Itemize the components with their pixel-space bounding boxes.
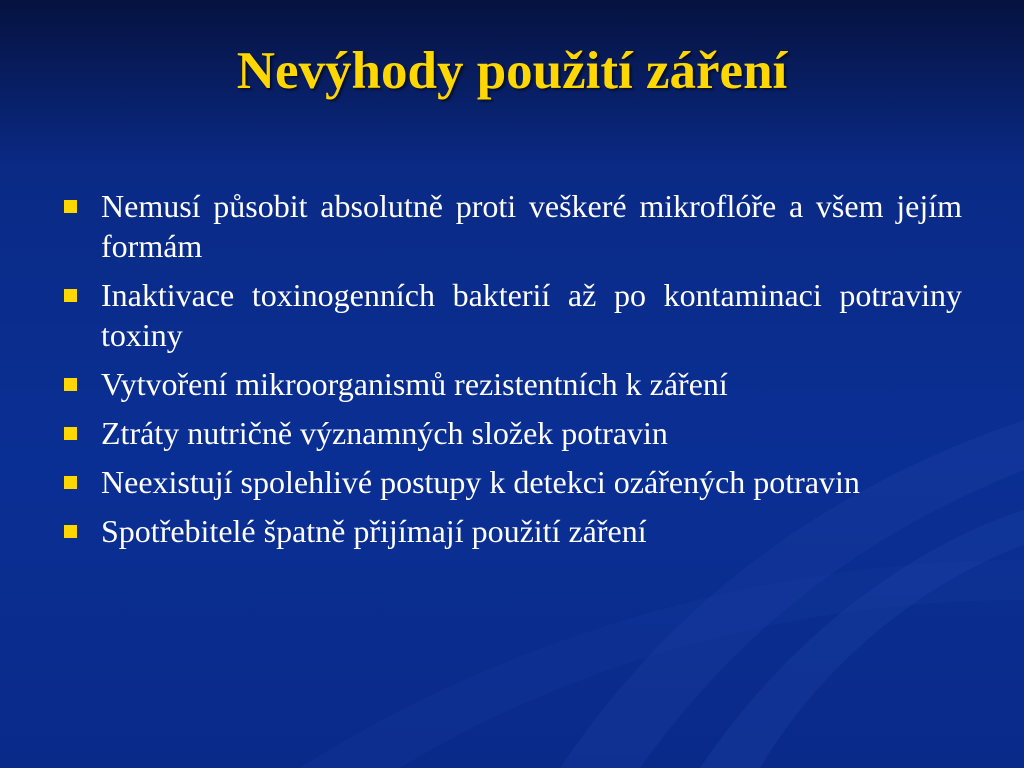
square-bullet-icon xyxy=(64,289,77,302)
bullet-text: Ztráty nutričně významných složek potravin xyxy=(101,415,668,451)
bullet-text: Vytvoření mikroorganismů rezistentních k záření xyxy=(101,366,728,402)
bullet-item xyxy=(60,186,962,266)
bullet-list xyxy=(60,186,962,560)
square-bullet-icon xyxy=(64,525,77,538)
bullet-text: Neexistují spolehlivé postupy k detekci ozářených potravin xyxy=(101,464,860,500)
slide-title: Nevýhody použití záření xyxy=(236,42,788,100)
square-bullet-icon xyxy=(64,427,77,440)
bullet-item xyxy=(60,413,962,453)
square-bullet-icon xyxy=(64,378,77,391)
bullet-item xyxy=(60,275,962,355)
bullet-text: Inaktivace toxinogenních bakterií až po kontaminaci potraviny toxiny xyxy=(101,277,962,353)
bullet-item xyxy=(60,462,962,502)
bullet-text: Spotřebitelé špatně přijímají použití záření xyxy=(101,513,647,549)
bullet-item xyxy=(60,364,962,404)
bullet-item xyxy=(60,511,962,551)
square-bullet-icon xyxy=(64,200,77,213)
bullet-text: Nemusí působit absolutně proti veškeré mikroflóře a všem jejím formám xyxy=(101,188,962,264)
square-bullet-icon xyxy=(64,476,77,489)
